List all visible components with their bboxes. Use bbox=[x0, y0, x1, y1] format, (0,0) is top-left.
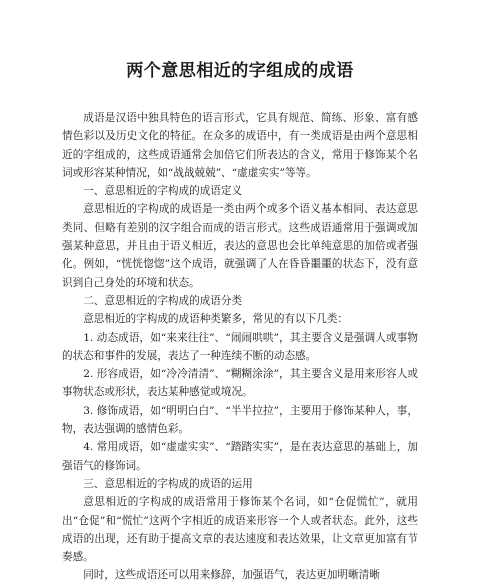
document-title: 两个意思相近的字组成的成语 bbox=[126, 61, 354, 81]
section-heading-usage: 三、意思相近的字构成的成语的运用 bbox=[83, 477, 253, 490]
document-body bbox=[62, 109, 418, 585]
classification-item-3: 3. 修饰成语，如“明明白白”、“半半拉拉”，主要用于修饰某种人，事，物，表达强调的感情色彩。 bbox=[62, 404, 418, 436]
section-heading-definition: 一、意思相近的字构成的成语定义 bbox=[83, 185, 243, 198]
classification-item-4: 4. 常用成语，如“虚虚实实”、“踏踏实实”，是在表达意思的基础上，加强语气的修饰词。 bbox=[62, 441, 418, 472]
intro-paragraph: 成语是汉语中独具特色的语言形式，它具有规范、简练、形象、富有感情色彩以及历史文化的特征。在众多的成语中，有一类成语是由两个意思相近的字组成的，这些成语通常会加倍它们所表达的含义，常用于修饰某个名词或形容某种情况，如“战战兢兢”、“虚虚实实”等等。 bbox=[62, 112, 418, 179]
definition-paragraph: 意思相近的字构成的成语是一类由两个或多个语义基本相同、表达意思类同、但略有差别的汉字组合而成的语言形式。这些成语通常用于强调或加强某种意思，并且由于语义相近，表达的意思也会比单纯意思的加倍或者强化。例如，“恍恍惚惚”这个成语，就强调了人在昏昏噩噩的状态下，没有意识到自己身处的环境和状态。 bbox=[62, 203, 418, 289]
classification-intro: 意思相近的字构成的成语种类繁多，常见的有以下几类： bbox=[83, 313, 349, 326]
section-heading-classification: 二、意思相近的字构成的成语分类 bbox=[83, 294, 243, 307]
usage-paragraph-continued: 同时，这些成语还可以用来修辞，加强语气，表达更加明晰清晰 bbox=[83, 569, 380, 582]
usage-paragraph: 意思相近的字构成的成语常用于修饰某个名词，如“仓促慌忙”，就用出“仓促”和“慌忙”这两个字相近的成语来形容一个人或者状态。此外，这些成语的出现，还有助于提高文章的表达速度和表达效果，让文章更加富有节奏感。 bbox=[62, 496, 418, 564]
classification-item-1: 1. 动态成语，如“来来往往”、“闹闹哄哄”，其主要含义是强调人或事物的状态和事件的发展，表达了一种连续不断的动态感。 bbox=[62, 331, 418, 362]
classification-item-2: 2. 形容成语，如“冷冷清清”、“糊糊涂涂”，其主要含义是用来形容人或事物状态或形状，表达某种感觉或境况。 bbox=[62, 368, 418, 399]
